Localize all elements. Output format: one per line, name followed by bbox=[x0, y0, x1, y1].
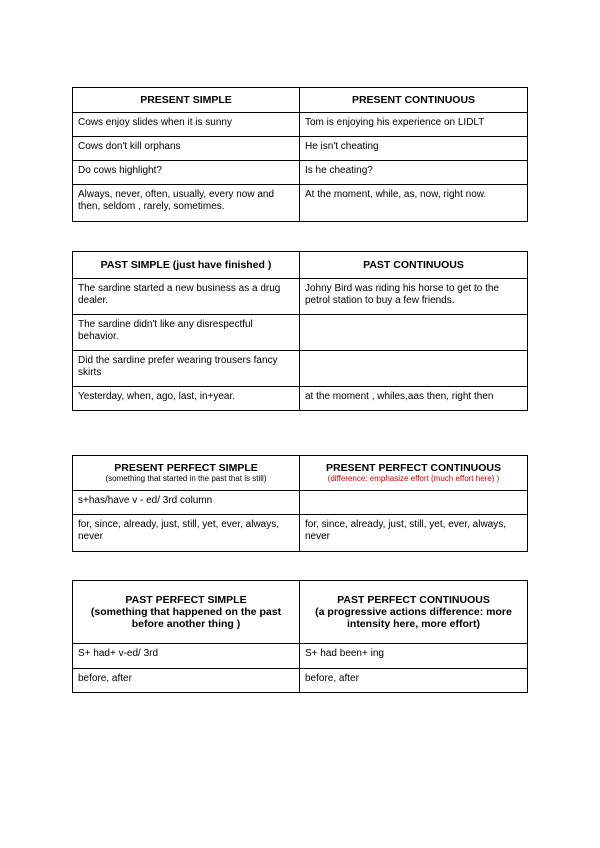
header-title: PAST PERFECT SIMPLE bbox=[125, 594, 247, 606]
header-past-perfect-simple bbox=[73, 581, 300, 644]
table-cell bbox=[300, 491, 528, 515]
table-cell bbox=[300, 351, 528, 387]
header-subtitle: (something that started in the past that is still) bbox=[105, 474, 267, 483]
header-present-perfect-continuous bbox=[300, 456, 528, 491]
present-simple-continuous-table bbox=[72, 87, 528, 222]
table-cell: Johny Bird was riding his horse to get to the petrol station to buy a few friends. bbox=[300, 279, 528, 315]
header-title: PAST PERFECT CONTINUOUS bbox=[337, 594, 490, 606]
table-cell: He isn't cheating bbox=[300, 137, 528, 161]
table-cell: s+has/have v - ed/ 3rd column bbox=[73, 491, 300, 515]
table-cell: for, since, already, just, still, yet, ever, always, never bbox=[73, 515, 300, 552]
header-present-perfect-simple bbox=[73, 456, 300, 491]
header-past-perfect-continuous bbox=[300, 581, 528, 644]
table-cell: at the moment , whiles,aas then, right then bbox=[300, 387, 528, 411]
table-cell: Yesterday, when, ago, last, in+year. bbox=[73, 387, 300, 411]
table-cell: before, after bbox=[300, 669, 528, 693]
header-present-continuous: PRESENT CONTINUOUS bbox=[300, 88, 528, 113]
header-past-continuous: PAST CONTINUOUS bbox=[300, 252, 528, 279]
header-subtitle: (a progressive actions difference: more intensity here, more effort) bbox=[315, 606, 512, 630]
table-cell: Cows enjoy slides when it is sunny bbox=[73, 113, 300, 137]
table-cell: The sardine started a new business as a drug dealer. bbox=[73, 279, 300, 315]
table-cell: Did the sardine prefer wearing trousers fancy skirts bbox=[73, 351, 300, 387]
table-cell: Tom is enjoying his experience on LIDLT bbox=[300, 113, 528, 137]
header-subtitle: (something that happened on the past before another thing ) bbox=[90, 606, 282, 630]
table-cell: Cows don't kill orphans bbox=[73, 137, 300, 161]
past-simple-continuous-table bbox=[72, 251, 528, 411]
table-cell: Is he cheating? bbox=[300, 161, 528, 185]
header-past-simple: PAST SIMPLE (just have finished ) bbox=[73, 252, 300, 279]
present-perfect-table bbox=[72, 455, 528, 552]
header-title: PRESENT PERFECT CONTINUOUS bbox=[325, 462, 501, 474]
table-cell: Do cows highlight? bbox=[73, 161, 300, 185]
table-cell: At the moment, while, as, now, right now. bbox=[300, 185, 528, 222]
header-present-simple: PRESENT SIMPLE bbox=[73, 88, 300, 113]
table-cell: S+ had been+ ing bbox=[300, 644, 528, 669]
table-cell bbox=[300, 315, 528, 351]
table-cell: S+ had+ v-ed/ 3rd bbox=[73, 644, 300, 669]
header-title: PRESENT PERFECT SIMPLE bbox=[114, 462, 258, 474]
table-cell: for, since, already, just, still, yet, ever, always, never bbox=[300, 515, 528, 552]
past-perfect-table bbox=[72, 580, 528, 693]
header-subtitle-note: (difference: emphasize effort (much effort here) ) bbox=[327, 474, 500, 483]
table-cell: before, after bbox=[73, 669, 300, 693]
table-cell: Always, never, often, usually, every now and then, seldom , rarely, sometimes. bbox=[73, 185, 300, 222]
table-cell: The sardine didn't like any disrespectful behavior. bbox=[73, 315, 300, 351]
